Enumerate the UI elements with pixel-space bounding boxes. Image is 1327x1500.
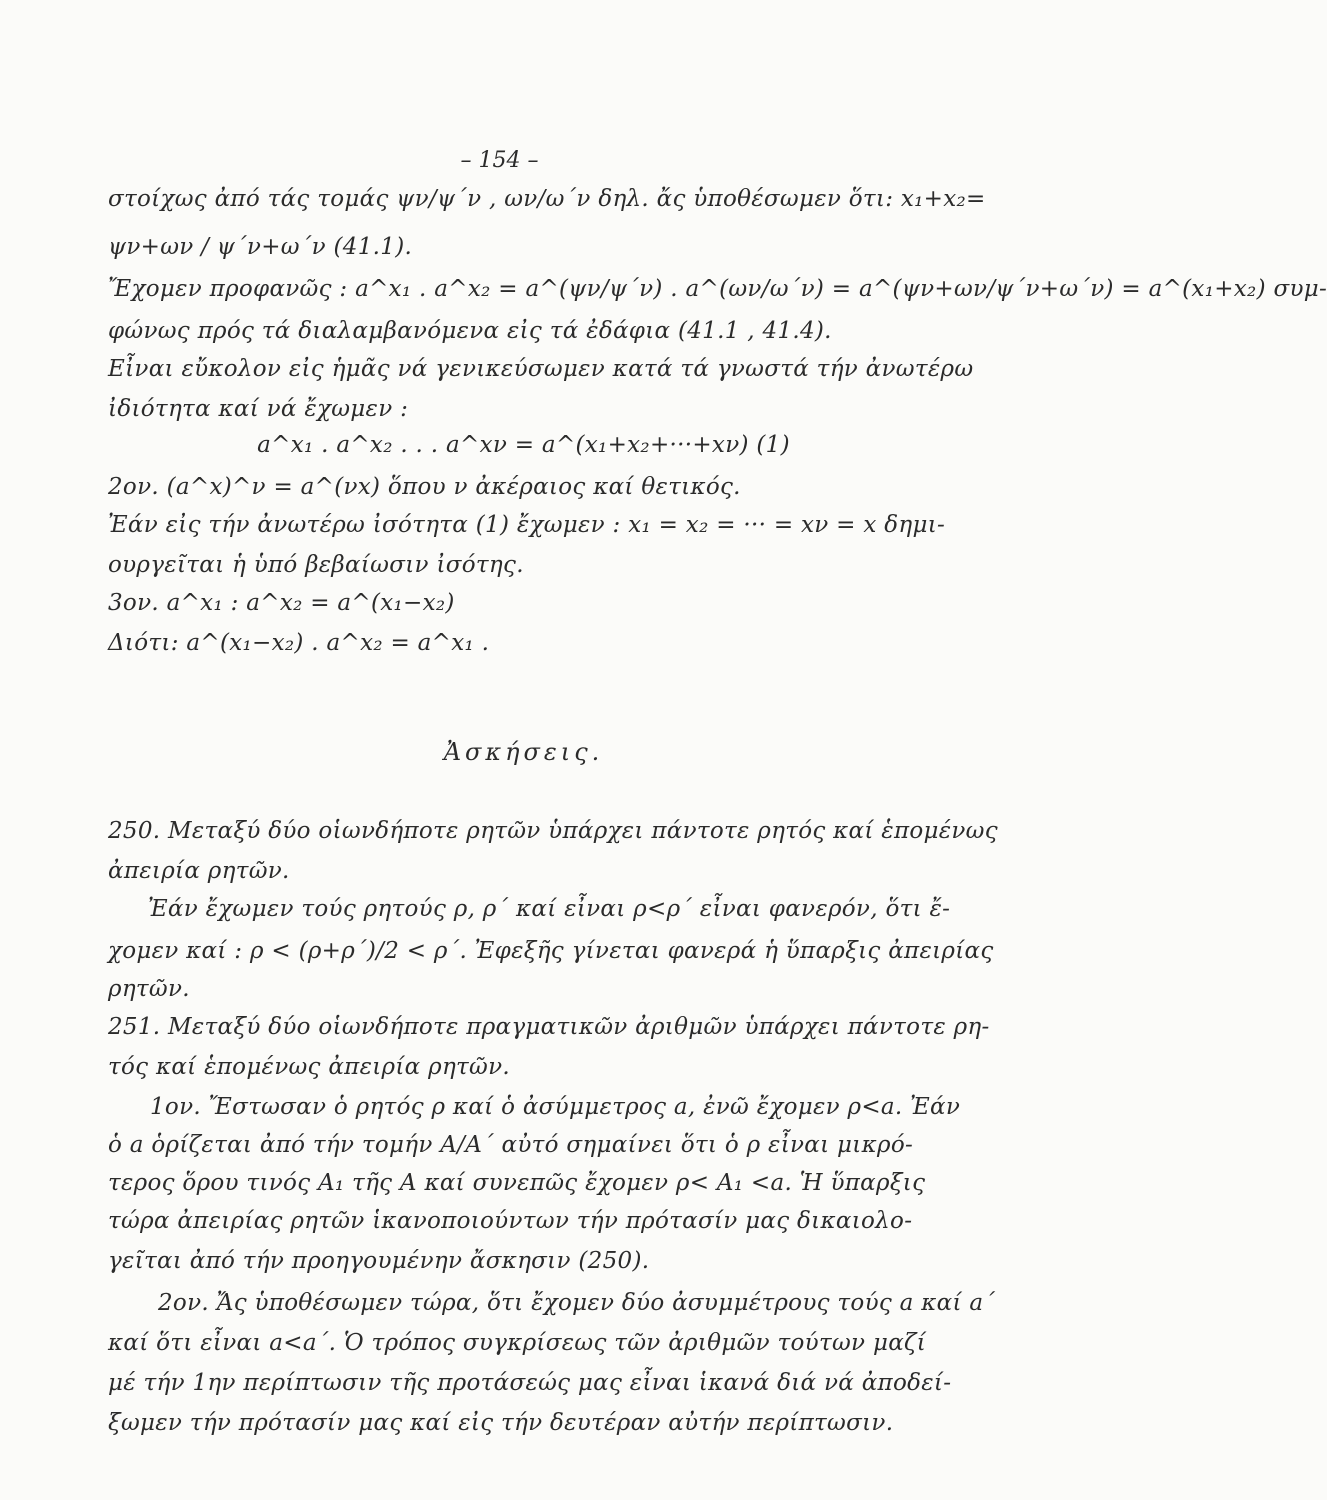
- text-line: χομεν καί : ρ < (ρ+ρ΄)/2 < ρ΄. Ἐφεξῆς γίνεται φανερά ἡ ὕπαρξις ἀπειρίας: [108, 938, 994, 964]
- text-line: Ἐάν εἰς τήν ἀνωτέρω ἰσότητα (1) ἔχωμεν : x₁ = x₂ = ··· = xν = x δημι-: [108, 512, 946, 538]
- text-line: μέ τήν 1ην περίπτωσιν τῆς προτάσεώς μας εἶναι ἱκανά διά νά ἀποδεί-: [108, 1370, 952, 1396]
- text-line: 3ον. a^x₁ : a^x₂ = a^(x₁−x₂): [108, 590, 455, 616]
- text-line: ρητῶν.: [108, 976, 190, 1002]
- text-line: 250. Μεταξύ δύο οἱωνδήποτε ρητῶν ὑπάρχει πάντοτε ρητός καί ἑπομένως: [108, 818, 998, 844]
- text-line: στοίχως ἀπό τάς τομάς ψν/ψ΄ν , ων/ω΄ν δηλ. ἄς ὑποθέσωμεν ὅτι: x₁+x₂=: [108, 186, 986, 212]
- equation-line: a^x₁ . a^x₂ . . . a^xν = a^(x₁+x₂+···+xν) (1): [257, 432, 790, 458]
- text-line: τώρα ἀπειρίας ρητῶν ἱκανοποιούντων τήν πρότασίν μας δικαιολο-: [108, 1208, 913, 1234]
- text-line: 1ον. Ἔστωσαν ὁ ρητός ρ καί ὁ ἀσύμμετρος a, ἐνῶ ἔχομεν ρ<a. Ἐάν: [150, 1094, 961, 1120]
- text-line: 2ον. (a^x)^ν = a^(νx) ὅπου ν ἀκέραιος καί θετικός.: [108, 474, 741, 500]
- text-line: Ἔχομεν προφανῶς : a^x₁ . a^x₂ = a^(ψν/ψ΄ν) . a^(ων/ω΄ν) = a^(ψν+ων/ψ΄ν+ω΄ν) = a^(x₁+x₂) συμ-: [108, 276, 1327, 302]
- page-number: – 154 –: [460, 148, 539, 173]
- text-line: καί ὅτι εἶναι a<a΄. Ὁ τρόπος συγκρίσεως τῶν ἀριθμῶν τούτων μαζί: [108, 1330, 927, 1356]
- text-line: τός καί ἑπομένως ἀπειρία ρητῶν.: [108, 1054, 510, 1080]
- section-heading: Ἀσκήσεις.: [443, 738, 604, 766]
- text-line: ψν+ων / ψ΄ν+ω΄ν (41.1).: [108, 234, 413, 260]
- text-line: φώνως πρός τά διαλαμβανόμενα εἰς τά ἐδάφια (41.1 , 41.4).: [108, 318, 832, 344]
- text-line: ὁ a ὁρίζεται ἀπό τήν τομήν A/A΄ αὐτό σημαίνει ὅτι ὁ ρ εἶναι μικρό-: [108, 1132, 914, 1158]
- text-line: τερος ὅρου τινός A₁ τῆς A καί συνεπῶς ἔχομεν ρ< A₁ <a. Ἡ ὕπαρξις: [108, 1170, 926, 1196]
- text-line: ουργεῖται ἡ ὑπό βεβαίωσιν ἰσότης.: [108, 552, 524, 578]
- text-line: 251. Μεταξύ δύο οἱωνδήποτε πραγματικῶν ἀριθμῶν ὑπάρχει πάντοτε ρη-: [108, 1014, 990, 1040]
- text-line: Ἐάν ἔχωμεν τούς ρητούς ρ, ρ΄ καί εἶναι ρ<ρ΄ εἶναι φανερόν, ὅτι ἔ-: [148, 896, 951, 922]
- text-line: ἰδιότητα καί νά ἔχωμεν :: [108, 396, 409, 422]
- text-line: ξωμεν τήν πρότασίν μας καί εἰς τήν δευτέραν αὐτήν περίπτωσιν.: [108, 1410, 894, 1436]
- text-line: γεῖται ἀπό τήν προηγουμένην ἄσκησιν (250).: [108, 1248, 650, 1274]
- text-line: ἀπειρία ρητῶν.: [108, 858, 290, 884]
- text-line: Διότι: a^(x₁−x₂) . a^x₂ = a^x₁ .: [108, 630, 490, 656]
- text-line: Εἶναι εὔκολον εἰς ἡμᾶς νά γενικεύσωμεν κατά τά γνωστά τήν ἀνωτέρω: [108, 356, 974, 382]
- text-line: 2ον. Ἄς ὑποθέσωμεν τώρα, ὅτι ἔχομεν δύο ἀσυμμέτρους τούς a καί a΄: [158, 1290, 996, 1316]
